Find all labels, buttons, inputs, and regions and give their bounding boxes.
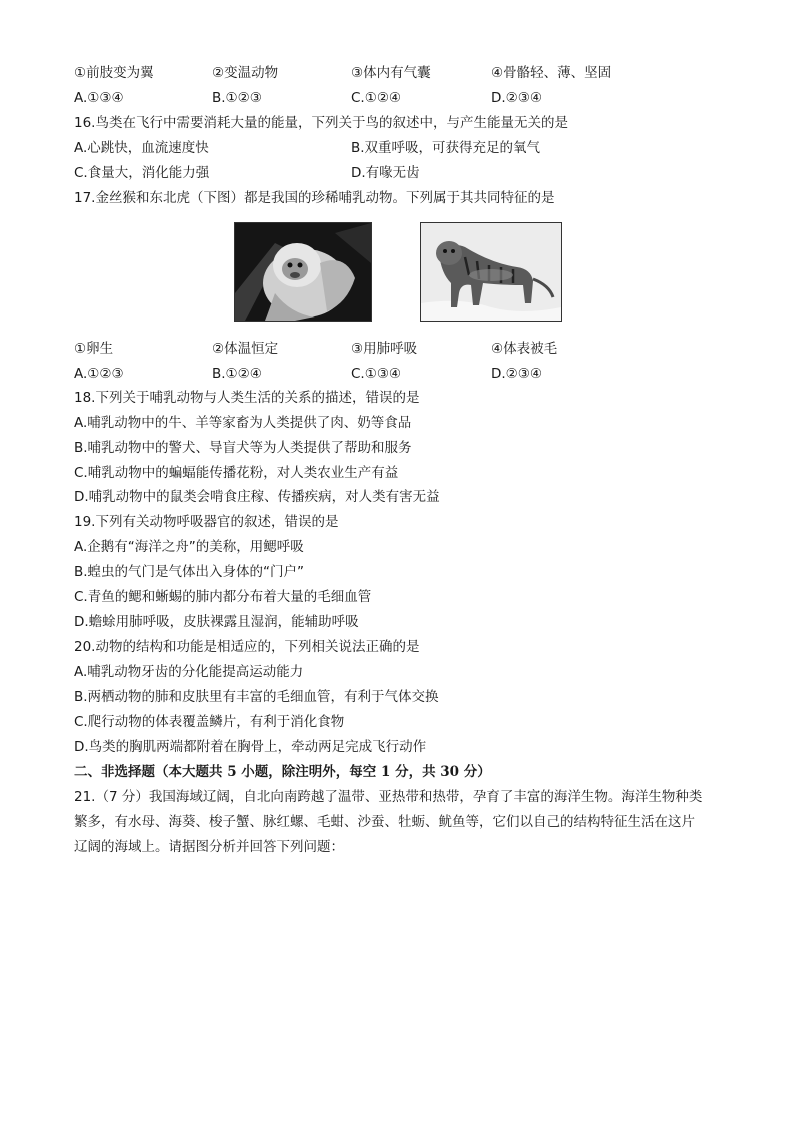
q15-answer-b: B.①②③ — [212, 90, 262, 106]
q18-stem: 18.下列关于哺乳动物与人类生活的关系的描述，错误的是 — [74, 390, 420, 406]
q17-options-row — [74, 340, 724, 358]
q16-options-row1 — [74, 139, 724, 157]
q17-stem: 17.金丝猴和东北虎（下图）都是我国的珍稀哺乳动物。下列属于其共同特征的是 — [74, 190, 555, 206]
q19-stem: 19.下列有关动物呼吸器官的叙述，错误的是 — [74, 514, 339, 530]
q17-option-4: ④体表被毛 — [491, 341, 558, 357]
q17-answer-a: A.①②③ — [74, 366, 124, 382]
q20-stem: 20.动物的结构和功能是相适应的，下列相关说法正确的是 — [74, 639, 420, 655]
q18-option-d: D.哺乳动物中的鼠类会啃食庄稼、传播疾病，对人类有害无益 — [74, 489, 440, 505]
q20-option-b: B.两栖动物的肺和皮肤里有丰富的毛细血管，有利于气体交换 — [74, 689, 439, 705]
q16-options-row2 — [74, 164, 724, 182]
q20-option-c: C.爬行动物的体表覆盖鳞片，有利于消化食物 — [74, 714, 345, 730]
q16-option-a: A.心跳快，血流速度快 — [74, 140, 209, 156]
q20-option-d: D.鸟类的胸肌两端都附着在胸骨上，牵动两足完成飞行动作 — [74, 739, 427, 755]
tiger-photo — [420, 222, 562, 322]
q16-option-d: D.有喙无齿 — [351, 165, 420, 181]
golden-monkey-photo — [234, 222, 372, 322]
q18-option-b: B.哺乳动物中的警犬、导盲犬等为人类提供了帮助和服务 — [74, 440, 412, 456]
q19-option-a: A.企鹅有“海洋之舟”的美称，用鳃呼吸 — [74, 539, 304, 555]
q16-option-c: C.食量大，消化能力强 — [74, 165, 210, 181]
q21-line2: 繁多，有水母、海葵、梭子蟹、脉红螺、毛蚶、沙蚕、牡蛎、鱿鱼等，它们以自己的结构特征生活在这片 — [74, 814, 695, 830]
q17-answers-row — [74, 365, 724, 383]
q20-option-a: A.哺乳动物牙齿的分化能提高运动能力 — [74, 664, 304, 680]
q18-option-a: A.哺乳动物中的牛、羊等家畜为人类提供了肉、奶等食品 — [74, 415, 412, 431]
q15-option-1: ①前肢变为翼 — [74, 65, 154, 81]
q21-line3: 辽阔的海域上。请据图分析并回答下列问题： — [74, 839, 344, 855]
q17-option-2: ②体温恒定 — [212, 341, 279, 357]
q15-option-3: ③体内有气囊 — [351, 65, 431, 81]
q17-answer-b: B.①②④ — [212, 366, 262, 382]
q19-option-d: D.蟾蜍用肺呼吸，皮肤裸露且湿润，能辅助呼吸 — [74, 614, 359, 630]
q16-option-b: B.双重呼吸，可获得充足的氧气 — [351, 140, 541, 156]
q17-option-1: ①卵生 — [74, 341, 114, 357]
q15-option-2: ②变温动物 — [212, 65, 279, 81]
q18-option-c: C.哺乳动物中的蝙蝠能传播花粉，对人类农业生产有益 — [74, 465, 399, 481]
q16-stem: 16.鸟类在飞行中需要消耗大量的能量，下列关于鸟的叙述中，与产生能量无关的是 — [74, 115, 568, 131]
section-heading: 二、非选择题（本大题共 5 小题，除注明外，每空 1 分，共 30 分） — [74, 764, 491, 780]
q17-answer-d: D.②③④ — [491, 366, 542, 382]
q15-option-4: ④骨骼轻、薄、坚固 — [491, 65, 612, 81]
q15-answer-c: C.①②④ — [351, 90, 402, 106]
q15-answer-d: D.②③④ — [491, 90, 542, 106]
q21-line1: 21.（7 分）我国海域辽阔，自北向南跨越了温带、亚热带和热带，孕育了丰富的海洋生物。海洋生物种类 — [74, 789, 703, 805]
q15-answer-a: A.①③④ — [74, 90, 124, 106]
q19-option-c: C.青鱼的鳃和蜥蜴的肺内都分布着大量的毛细血管 — [74, 589, 372, 605]
q17-answer-c: C.①③④ — [351, 366, 402, 382]
q17-option-3: ③用肺呼吸 — [351, 341, 418, 357]
tiger-illustration — [421, 223, 561, 321]
q19-option-b: B.蝗虫的气门是气体出入身体的“门户” — [74, 564, 305, 580]
q15-answers-row — [74, 89, 724, 107]
golden-monkey-illustration — [235, 223, 371, 321]
q15-options-row — [74, 64, 724, 82]
